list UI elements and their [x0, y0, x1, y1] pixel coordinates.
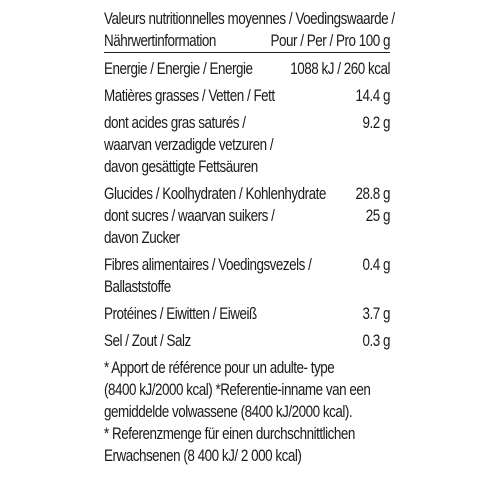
nutrient-value: 28.8 g — [355, 184, 390, 203]
header-subtitle-row — [104, 30, 390, 52]
header-per-100g: Pour / Per / Pro 100 g — [270, 31, 390, 50]
nutrient-row-sugars — [104, 205, 390, 249]
nutrient-label: Fibres alimentaires / Voedingsvezels / — [104, 255, 312, 274]
footnote-line: * Apport de référence pour un adulte- type — [104, 358, 335, 377]
nutrient-label-line3: davon gesättigte Fettsäuren — [104, 157, 258, 176]
footnotes — [104, 357, 390, 467]
nutrition-table — [104, 8, 395, 467]
footnote-line: Erwachsenen (8 400 kJ/ 2 000 kcal) — [104, 446, 302, 465]
nutrient-row-carbohydrates — [104, 183, 390, 205]
nutrient-row-saturated-fat — [104, 112, 390, 178]
nutrient-label: Matières grasses / Vetten / Fett — [104, 86, 275, 105]
header-subtitle: Nährwertinformation — [104, 31, 216, 50]
nutrient-label: dont acides gras saturés / — [104, 113, 246, 132]
nutrient-label: dont sucres / waarvan suikers / — [104, 206, 275, 225]
nutrient-row-salt — [104, 330, 390, 352]
footnote-line: (8400 kJ/2000 kcal) *Referentie-inname van een — [104, 380, 371, 399]
nutrient-value: 0.4 g — [362, 255, 390, 274]
footnote-line: * Referenzmenge für einen durchschnittlichen — [104, 424, 355, 443]
footnote-line: gemiddelde volwassene (8400 kJ/2000 kcal). — [104, 402, 353, 421]
nutrient-value: 3.7 g — [362, 304, 390, 323]
nutrient-label: Protéines / Eiwitten / Eiweiß — [104, 304, 257, 323]
nutrient-value: 25 g — [365, 206, 390, 225]
nutrient-row-protein — [104, 303, 390, 325]
nutrient-value: 0.3 g — [362, 331, 390, 350]
header-title: Valeurs nutritionnelles moyennes / Voedingswaarde / — [104, 9, 395, 28]
nutrient-label-line2: davon Zucker — [104, 228, 180, 247]
nutrient-label-line2: Ballaststoffe — [104, 277, 171, 296]
nutrient-value: 14.4 g — [355, 86, 390, 105]
nutrient-row-energy — [104, 58, 390, 80]
nutrient-value: 9.2 g — [362, 113, 390, 132]
nutrient-row-fibre — [104, 254, 390, 298]
nutrient-row-fat — [104, 85, 390, 107]
nutrient-label-line2: waarvan verzadigde vetzuren / — [104, 135, 274, 154]
nutrient-value: 1088 kJ / 260 kcal — [290, 59, 390, 78]
nutrient-label: Sel / Zout / Salz — [104, 331, 191, 350]
nutrient-label: Glucides / Koolhydraten / Kohlenhydrate — [104, 184, 326, 203]
divider — [104, 52, 390, 53]
nutrient-label: Energie / Energie / Energie — [104, 59, 253, 78]
